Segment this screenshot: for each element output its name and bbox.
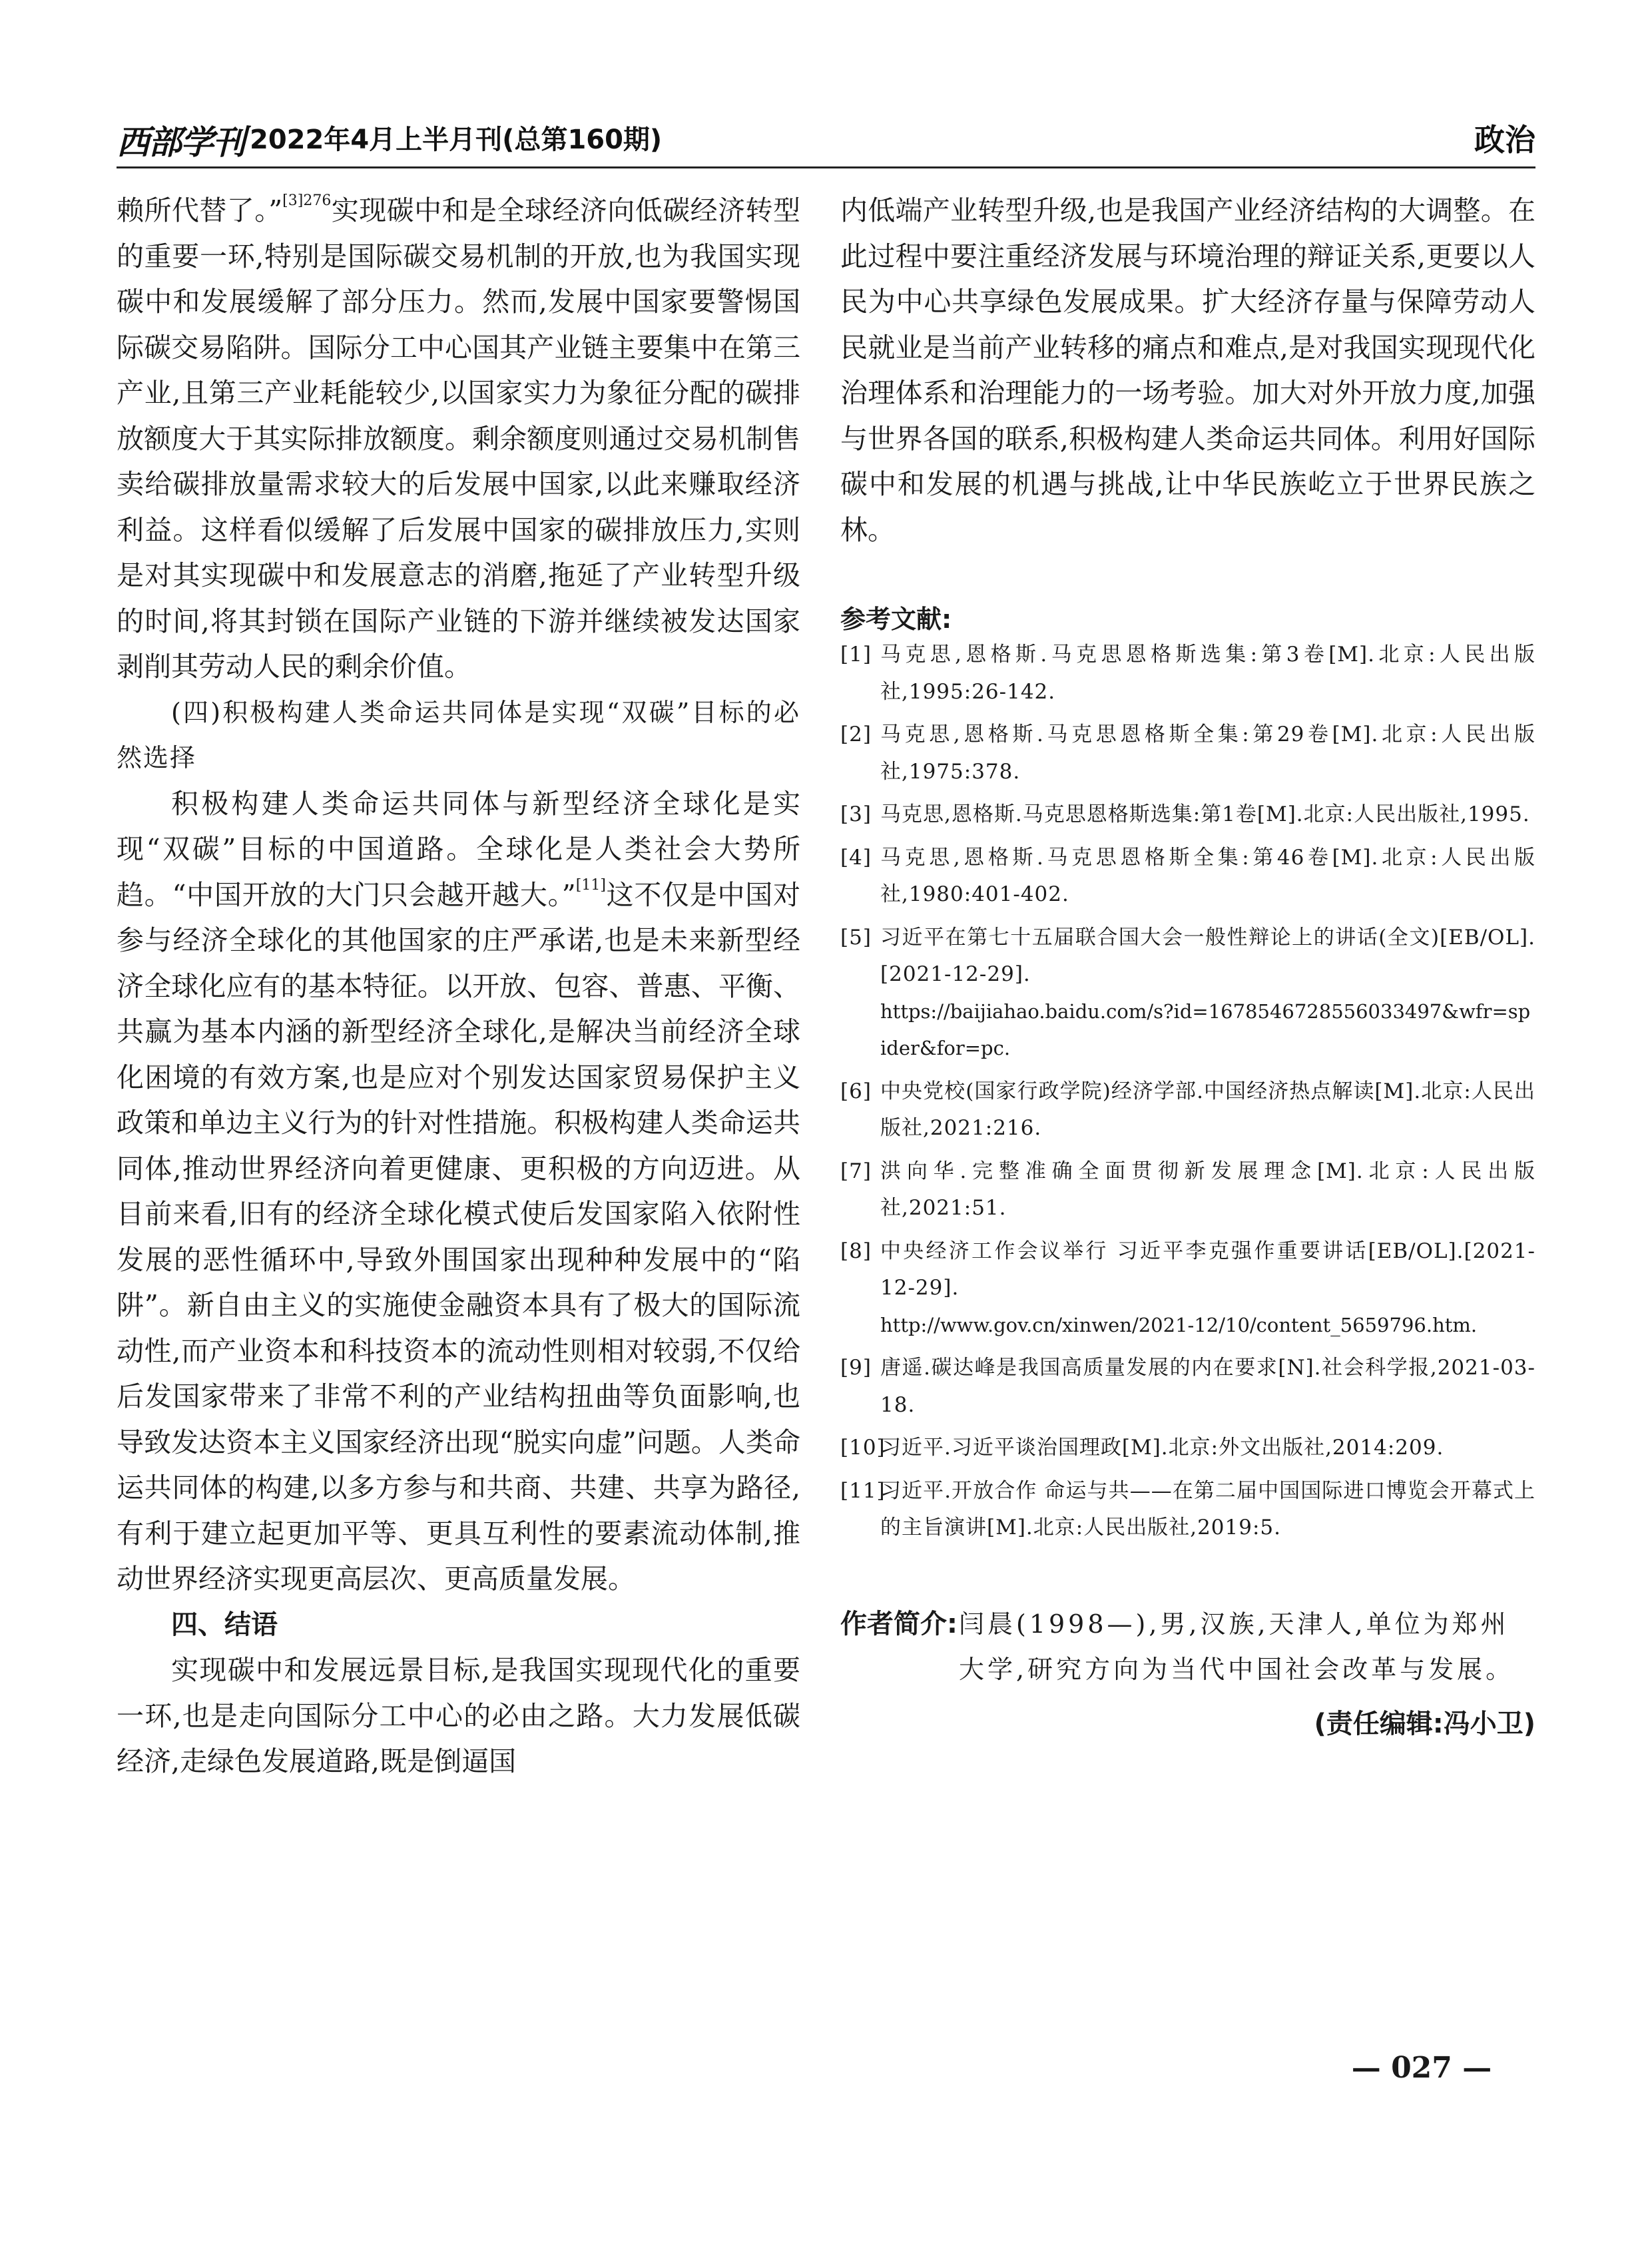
- reference-text: 中央党校(国家行政学院)经济学部.中国经济热点解读[M].北京:人民出版社,2021:216.: [880, 1079, 1535, 1140]
- reference-number: [3]: [840, 802, 872, 826]
- reference-text: 唐遥.碳达峰是我国高质量发展的内在要求[N].社会科学报,2021-03-18.: [880, 1356, 1535, 1417]
- subheading-four: (四)积极构建人类命运共同体是实现“双碳”目标的必然选择: [117, 697, 800, 772]
- left-column: [117, 188, 800, 1785]
- references-title: 参考文献:: [840, 605, 952, 634]
- author-bio-label: 作者简介:: [840, 1608, 958, 1639]
- reference-number: [1]: [840, 643, 872, 667]
- reference-item: [840, 796, 1535, 834]
- reference-text: 中央经济工作会议举行 习近平李克强作重要讲话[EB/OL].[2021-12-29].: [880, 1239, 1535, 1300]
- citation-superscript: [3]276: [282, 192, 332, 209]
- reference-text: 洪向华.完整准确全面贯彻新发展理念[M].北京:人民出版社,2021:51.: [880, 1159, 1535, 1220]
- reference-number: [8]: [840, 1239, 872, 1263]
- reference-text: 习近平.开放合作 命运与共——在第二届中国国际进口博览会开幕式上的主旨演讲[M].北京:人民出版社,2019:5.: [880, 1478, 1535, 1540]
- paragraph-text: 赖所代替了。”: [117, 194, 283, 226]
- reference-text: 习近平.习近平谈治国理政[M].北京:外文出版社,2014:209.: [880, 1436, 1444, 1460]
- paragraph-conclusion: 实现碳中和发展远景目标,是我国实现现代化的重要一环,也是走向国际分工中心的必由之路。大力发展低碳经济,走绿色发展道路,既是倒逼国: [117, 1654, 800, 1777]
- reference-url: http://www.gov.cn/xinwen/2021-12/10/content_5659796.htm.: [880, 1313, 1478, 1336]
- reference-list: [840, 637, 1535, 1547]
- paragraph-community: [117, 781, 800, 1602]
- paragraph-text: 积极构建人类命运共同体与新型经济全球化是实现“双碳”目标的中国道路。全球化是人类社会大势所趋。“中国开放的大门只会越开越大。”: [117, 787, 800, 911]
- reference-number: [7]: [840, 1159, 872, 1183]
- responsible-editor: (责任编辑:冯小卫): [1314, 1708, 1535, 1739]
- journal-logo: 西部学刊: [117, 123, 244, 162]
- reference-item: [840, 920, 1535, 1067]
- reference-text: 习近平在第七十五届联合国大会一般性辩论上的讲话(全文)[EB/OL].[2021-12-29].: [880, 925, 1535, 986]
- reference-item: [840, 637, 1535, 710]
- reference-item: [840, 1233, 1535, 1344]
- reference-text: 马克思,恩格斯.马克思恩格斯全集:第46卷[M].北京:人民出版社,1980:401-402.: [880, 845, 1535, 906]
- page-header: [117, 112, 1535, 165]
- right-column: [840, 188, 1535, 1744]
- reference-number: [4]: [840, 845, 872, 870]
- reference-url: https://baijiahao.baidu.com/s?id=1678546728556033497&wfr=spider&for=pc.: [880, 999, 1531, 1059]
- reference-text: 马克思,恩格斯.马克思恩格斯选集:第1卷[M].北京:人民出版社,1995.: [880, 802, 1530, 826]
- section-name: 政治: [1474, 122, 1535, 158]
- reference-item: [840, 1153, 1535, 1227]
- issue-info: 2022年4月上半月刊(总第160期): [250, 125, 663, 155]
- reference-number: [9]: [840, 1356, 872, 1380]
- reference-item: [840, 716, 1535, 790]
- reference-number: [10]: [840, 1436, 886, 1460]
- reference-number: [11]: [840, 1478, 886, 1503]
- reference-number: [5]: [840, 925, 872, 950]
- paragraph-conclusion-continued: 内低端产业转型升级,也是我国产业经济结构的大调整。在此过程中要注重经济发展与环境治理的辩证关系,更要以人民为中心共享绿色发展成果。扩大经济存量与保障劳动人民就业是当前产业转移的痛点和难点,是对我国实现现代化治理体系和治理能力的一场考验。加大对外开放力度,加强与世界各国的联系,积极构建人类命运共同体。利用好国际碳中和发展的机遇与挑战,让中华民族屹立于世界民族之林。: [840, 194, 1535, 546]
- reference-number: [6]: [840, 1079, 872, 1103]
- paragraph-carbon-trading: [117, 188, 800, 690]
- reference-item: [840, 1473, 1535, 1547]
- page-number: — 027 —: [1351, 2051, 1492, 2085]
- reference-item: [840, 1350, 1535, 1424]
- paragraph-text: 实现碳中和是全球经济向低碳经济转型的重要一环,特别是国际碳交易机制的开放,也为我国实现碳中和发展缓解了部分压力。然而,发展中国家要警惕国际碳交易陷阱。国际分工中心国其产业链主要集中在第三产业,且第三产业耗能较少,以国家实力为象征分配的碳排放额度大于其实际排放额度。剩余额度则通过交易机制售卖给碳排放量需求较大的后发展中国家,以此来赚取经济利益。这样看似缓解了后发展中国家的碳排放压力,实则是对其实现碳中和发展意志的消磨,拖延了产业转型升级的时间,将其封锁在国际产业链的下游并继续被发达国家剥削其劳动人民的剩余价值。: [117, 194, 800, 683]
- reference-item: [840, 1073, 1535, 1147]
- header-rule: [117, 166, 1535, 168]
- reference-item: [840, 840, 1535, 914]
- reference-text: 马克思,恩格斯.马克思恩格斯全集:第29卷[M].北京:人民出版社,1975:378.: [880, 722, 1535, 784]
- author-bio-text: 闫晨(1998—),男,汉族,天津人,单位为郑州大学,研究方向为当代中国社会改革与发展。: [959, 1609, 1515, 1684]
- reference-item: [840, 1430, 1535, 1467]
- section-heading-conclusion: 四、结语: [171, 1609, 278, 1640]
- reference-text: 马克思,恩格斯.马克思恩格斯选集:第3卷[M].北京:人民出版社,1995:26-142.: [880, 643, 1535, 704]
- citation-superscript: [11]: [575, 876, 606, 894]
- paragraph-text: 这不仅是中国对参与经济全球化的其他国家的庄严承诺,也是未来新型经济全球化应有的基本特征。以开放、包容、普惠、平衡、共赢为基本内涵的新型经济全球化,是解决当前经济全球化困境的有效方案,也是应对个别发达国家贸易保护主义政策和单边主义行为的针对性措施。积极构建人类命运共同体,推动世界经济向着更健康、更积极的方向迈进。从目前来看,旧有的经济全球化模式使后发国家陷入依附性发展的恶性循环中,导致外围国家出现种种发展中的“陷阱”。新自由主义的实施使金融资本具有了极大的国际流动性,而产业资本和科技资本的流动性则相对较弱,不仅给后发国家带来了非常不利的产业结构扭曲等负面影响,也导致发达资本主义国家经济出现“脱实向虚”问题。人类命运共同体的构建,以多方参与和共商、共建、共享为路径,有利于建立起更加平等、更具互利性的要素流动体制,推动世界经济实现更高层次、更高质量发展。: [117, 878, 800, 1595]
- reference-number: [2]: [840, 722, 872, 746]
- author-bio: [840, 1601, 1535, 1692]
